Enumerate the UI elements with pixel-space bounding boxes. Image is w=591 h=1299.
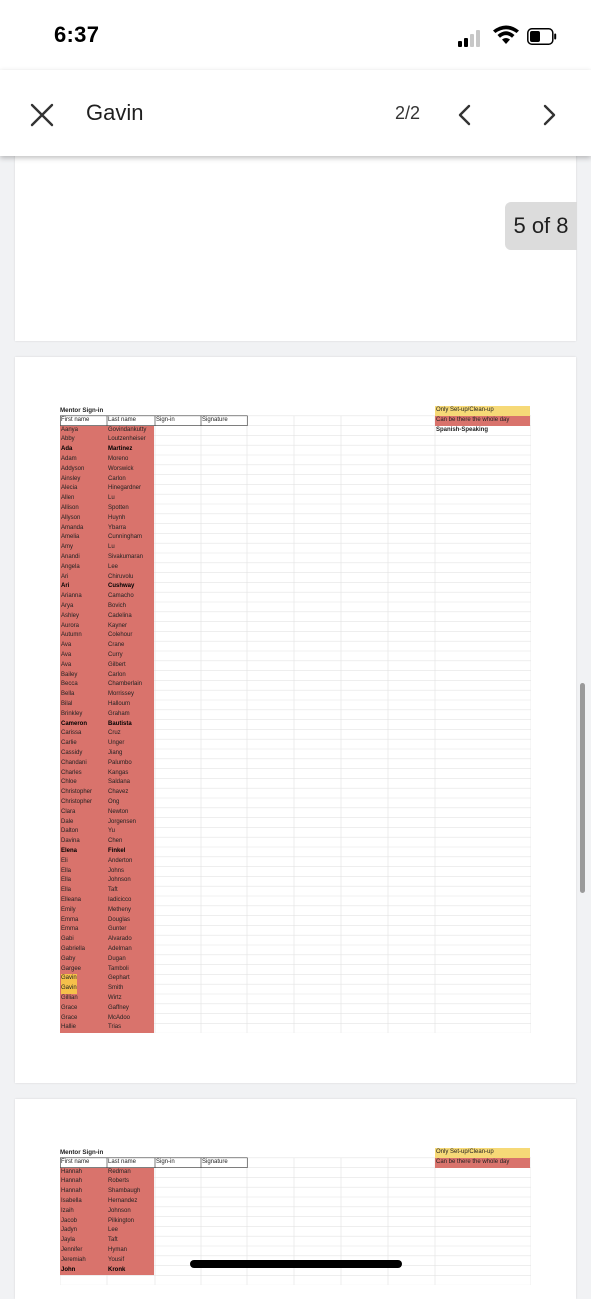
first-name-cell: Gargee (61, 965, 82, 972)
last-name-cell: Ybarra (108, 524, 127, 531)
first-name-cell: Amy (61, 544, 73, 551)
last-name-cell: Dugan (108, 955, 126, 962)
first-name-cell: Gaby (61, 955, 76, 962)
wifi-icon (492, 24, 520, 46)
search-query[interactable]: Gavin (86, 100, 144, 125)
last-name-cell: Johnson (108, 1207, 131, 1214)
last-name-cell: Redman (108, 1168, 131, 1175)
last-name-cell: Kangas (108, 769, 129, 776)
row-fill (60, 935, 154, 945)
last-name-cell: Lee (108, 563, 119, 570)
row-fill (60, 876, 154, 886)
last-name-cell: Spotten (108, 505, 129, 511)
last-name-cell: Moreno (108, 456, 129, 462)
last-name-cell: Alvarado (108, 936, 132, 943)
match-count: 2/2 (395, 103, 421, 123)
header-signature: Signature (202, 416, 228, 423)
first-name-cell: Jacob (61, 1217, 78, 1224)
row-fill (60, 700, 154, 710)
first-name-cell: Hannah (61, 1188, 83, 1195)
last-name-cell: Chen (108, 838, 123, 845)
last-name-cell: Kronk (108, 1266, 126, 1273)
first-name-cell: Bilal (61, 701, 73, 707)
first-name-cell: Allyson (61, 514, 81, 521)
last-name-cell: Halloum (108, 701, 131, 707)
header-last-name: Last name (108, 416, 137, 423)
last-name-cell: McAdoo (108, 1014, 131, 1021)
first-name-cell: Ashley (61, 612, 80, 619)
last-name-cell: Johns (108, 867, 125, 874)
last-name-cell: Hyman (108, 1247, 128, 1253)
first-name-cell: Ella (61, 887, 72, 894)
first-name-cell: Chloe (61, 779, 77, 786)
row-fill (60, 543, 154, 553)
first-name-cell: Ava (61, 642, 72, 649)
header-signature: Signature (202, 1158, 228, 1165)
sheet-title: Mentor Sign-in (60, 407, 104, 414)
row-fill (60, 445, 154, 455)
last-name-cell: Hinegardner (108, 485, 142, 492)
last-name-cell: Worswick (108, 465, 134, 472)
last-name-cell: Douglas (108, 916, 131, 923)
first-name-cell: Aurora (61, 622, 80, 629)
first-name-cell: Adam (61, 456, 77, 462)
first-name-cell: Dale (61, 818, 74, 825)
last-name-cell: Yousif (108, 1256, 125, 1263)
row-fill (60, 857, 154, 867)
status-time: 6:37 (54, 22, 100, 47)
first-name-cell: Eli (61, 857, 68, 864)
last-name-cell: Crane (108, 642, 125, 649)
sheet-title: Mentor Sign-in (60, 1149, 104, 1156)
first-name-cell: Emma (61, 926, 79, 933)
last-name-cell: Anderton (108, 857, 133, 864)
status-bar (0, 0, 591, 70)
last-name-cell: Tamboli (108, 965, 129, 972)
header-first-name: First name (61, 1158, 90, 1165)
previous-match-chevron-icon[interactable] (456, 103, 474, 127)
last-name-cell: Govindankutty (108, 426, 147, 433)
first-name-cell: Ava (61, 661, 72, 668)
first-name-cell: Amanda (61, 524, 84, 531)
first-name-cell: Autumn (61, 632, 82, 639)
last-name-cell: Pilkington (108, 1217, 135, 1224)
first-name-cell: Ava (61, 652, 72, 658)
pdf-page-previous (15, 130, 576, 341)
next-match-chevron-icon[interactable] (540, 103, 558, 127)
row-fill (60, 886, 154, 896)
last-name-cell: Johnson (108, 877, 131, 884)
last-name-cell: Adelman (108, 946, 132, 952)
first-name-cell: Gillian (61, 995, 78, 1001)
row-fill (60, 661, 154, 671)
last-name-cell: Chiruvolu (108, 573, 134, 580)
row-fill (60, 1207, 154, 1217)
last-name-cell: Wirtz (108, 995, 122, 1001)
first-name-cell: Hallie (61, 1024, 77, 1031)
first-name-cell: Christopher (61, 799, 93, 805)
first-name-cell: Carissa (61, 730, 82, 737)
first-name-cell: John (61, 1266, 76, 1273)
page-indicator: 5 of 8 (505, 202, 577, 250)
first-name-cell: Isabella (61, 1198, 82, 1204)
first-name-cell: Emily (61, 906, 76, 913)
last-name-cell: Cruz (108, 730, 121, 737)
header-first-name: First name (61, 416, 90, 423)
first-name-cell: Davina (61, 838, 80, 845)
first-name-cell: Cameron (61, 720, 88, 727)
scrollbar[interactable] (580, 683, 585, 893)
first-name-cell: Elena (61, 848, 78, 854)
last-name-cell: Ong (108, 799, 120, 805)
first-name-cell: Cassidy (61, 750, 83, 756)
row-fill (60, 582, 154, 592)
home-indicator[interactable] (190, 1260, 402, 1268)
first-name-cell: Emma (61, 916, 79, 923)
first-name-cell: Grace (61, 1004, 78, 1011)
last-name-cell: Bovich (108, 603, 127, 609)
last-name-cell: Morrissey (108, 691, 135, 698)
last-name-cell: Taft (108, 1237, 118, 1244)
last-name-cell: Gunter (108, 926, 127, 933)
row-fill (60, 641, 154, 651)
last-name-cell: Yu (108, 828, 116, 835)
legend-spanish-label: Spanish-Speaking (436, 426, 489, 433)
first-name-cell: Charles (61, 769, 82, 776)
first-name-cell: Gabriella (61, 946, 86, 952)
last-name-cell: Cushway (108, 583, 135, 590)
legend-setup-label: Only Set-up/Clean-up (436, 1149, 494, 1155)
row-fill (60, 867, 154, 877)
battery-icon (527, 28, 557, 45)
last-name-cell: Loutzenheiser (108, 436, 146, 443)
close-icon[interactable] (30, 103, 54, 127)
legend-whole-day-label: Can be there the whole day (436, 416, 510, 423)
last-name-cell: Newton (108, 808, 129, 815)
first-name-cell: Anandi (61, 554, 80, 560)
last-name-cell: Iadicicco (108, 897, 132, 903)
first-name-cell: Becca (61, 681, 78, 688)
last-name-cell: Gilbert (108, 661, 126, 668)
last-name-cell: Lu (108, 495, 115, 502)
pdf-page-next (15, 1099, 576, 1299)
first-name-cell: Gavin (61, 984, 77, 994)
first-name-cell: Arianna (61, 593, 82, 600)
first-name-cell: Bella (61, 691, 75, 698)
first-name-cell: Dalton (61, 828, 79, 835)
first-name-cell: Chandani (61, 759, 87, 766)
header-sign-in: Sign-in (156, 1158, 175, 1165)
first-name-cell: Allen (61, 495, 75, 502)
last-name-cell: Lee (108, 1227, 119, 1234)
first-name-cell: Ari (61, 583, 70, 590)
first-name-cell: Christopher (61, 789, 93, 796)
last-name-cell: Cadelina (108, 612, 132, 619)
last-name-cell: Unger (108, 740, 125, 747)
last-name-cell: Camacho (108, 593, 134, 600)
first-name-cell: Grace (61, 1014, 78, 1021)
last-name-cell: Trias (108, 1024, 122, 1031)
first-name-cell: Ada (61, 446, 73, 453)
last-name-cell: Gephart (108, 975, 130, 982)
first-name-cell: Hannah (61, 1168, 83, 1175)
last-name-cell: Huynh (108, 514, 126, 521)
row-fill (60, 602, 154, 612)
pdf-page-current (15, 357, 576, 1083)
first-name-cell: Ella (61, 867, 72, 874)
first-name-cell: Ainsley (61, 475, 81, 482)
last-name-cell: Curry (108, 652, 123, 658)
last-name-cell: Metheny (108, 906, 132, 913)
first-name-cell: Ari (61, 573, 69, 580)
first-name-cell: Brinkley (61, 710, 83, 717)
first-name-cell: Jeremiah (61, 1256, 86, 1263)
last-name-cell: Carlon (108, 475, 126, 482)
first-name-cell: Amelia (61, 534, 80, 541)
first-name-cell: Elleana (61, 897, 82, 903)
last-name-cell: Gaffney (108, 1004, 129, 1011)
first-name-cell: Gavin (61, 974, 77, 984)
row-fill (60, 818, 154, 828)
last-name-cell: Palumbo (108, 759, 132, 766)
first-name-cell: Clara (61, 808, 76, 815)
last-name-cell: Kayner (108, 622, 128, 629)
last-name-cell: Graham (108, 710, 130, 717)
last-name-cell: Cunningham (108, 534, 143, 541)
last-name-cell: Sivakumaran (108, 554, 144, 560)
first-name-cell: Aanya (61, 426, 79, 433)
first-name-cell: Allison (61, 505, 79, 511)
first-name-cell: Jayla (61, 1237, 76, 1244)
first-name-cell: Abby (61, 436, 75, 443)
last-name-cell: Saldana (108, 779, 131, 786)
header-last-name: Last name (108, 1158, 137, 1165)
first-name-cell: Jennifer (61, 1247, 83, 1253)
last-name-cell: Roberts (108, 1178, 130, 1185)
first-name-cell: Gabi (61, 936, 74, 943)
last-name-cell: Finkel (108, 848, 126, 854)
row-fill (60, 573, 154, 583)
last-name-cell: Taft (108, 887, 118, 894)
first-name-cell: Bailey (61, 671, 78, 678)
first-name-cell: Arya (61, 603, 74, 609)
last-name-cell: Bautista (108, 720, 132, 727)
first-name-cell: Ella (61, 877, 72, 884)
legend-whole-day-label: Can be there the whole day (436, 1158, 510, 1165)
first-name-cell: Carlie (61, 740, 77, 747)
last-name-cell: Colehour (108, 632, 133, 639)
first-name-cell: Izaih (61, 1207, 74, 1214)
first-name-cell: Hannah (61, 1178, 83, 1185)
last-name-cell: Smith (108, 985, 124, 992)
last-name-cell: Hernandez (108, 1198, 138, 1204)
row-fill (60, 651, 154, 661)
first-name-cell: Jadyn (61, 1227, 78, 1234)
first-name-cell: Addyson (61, 465, 85, 472)
first-name-cell: Angela (61, 563, 80, 570)
header-sign-in: Sign-in (156, 416, 175, 423)
mentor-sign-in-sheet (60, 406, 531, 1034)
last-name-cell: Lu (108, 544, 115, 551)
legend-setup-label: Only Set-up/Clean-up (436, 407, 494, 413)
last-name-cell: Chavez (108, 789, 129, 796)
last-name-cell: Martinez (108, 446, 133, 453)
last-name-cell: Carlon (108, 671, 126, 678)
last-name-cell: Shambaugh (108, 1188, 141, 1195)
last-name-cell: Jiang (108, 750, 123, 756)
last-name-cell: Jorgensen (108, 818, 137, 825)
last-name-cell: Chamberlain (108, 681, 143, 688)
first-name-cell: Alecia (61, 485, 78, 492)
